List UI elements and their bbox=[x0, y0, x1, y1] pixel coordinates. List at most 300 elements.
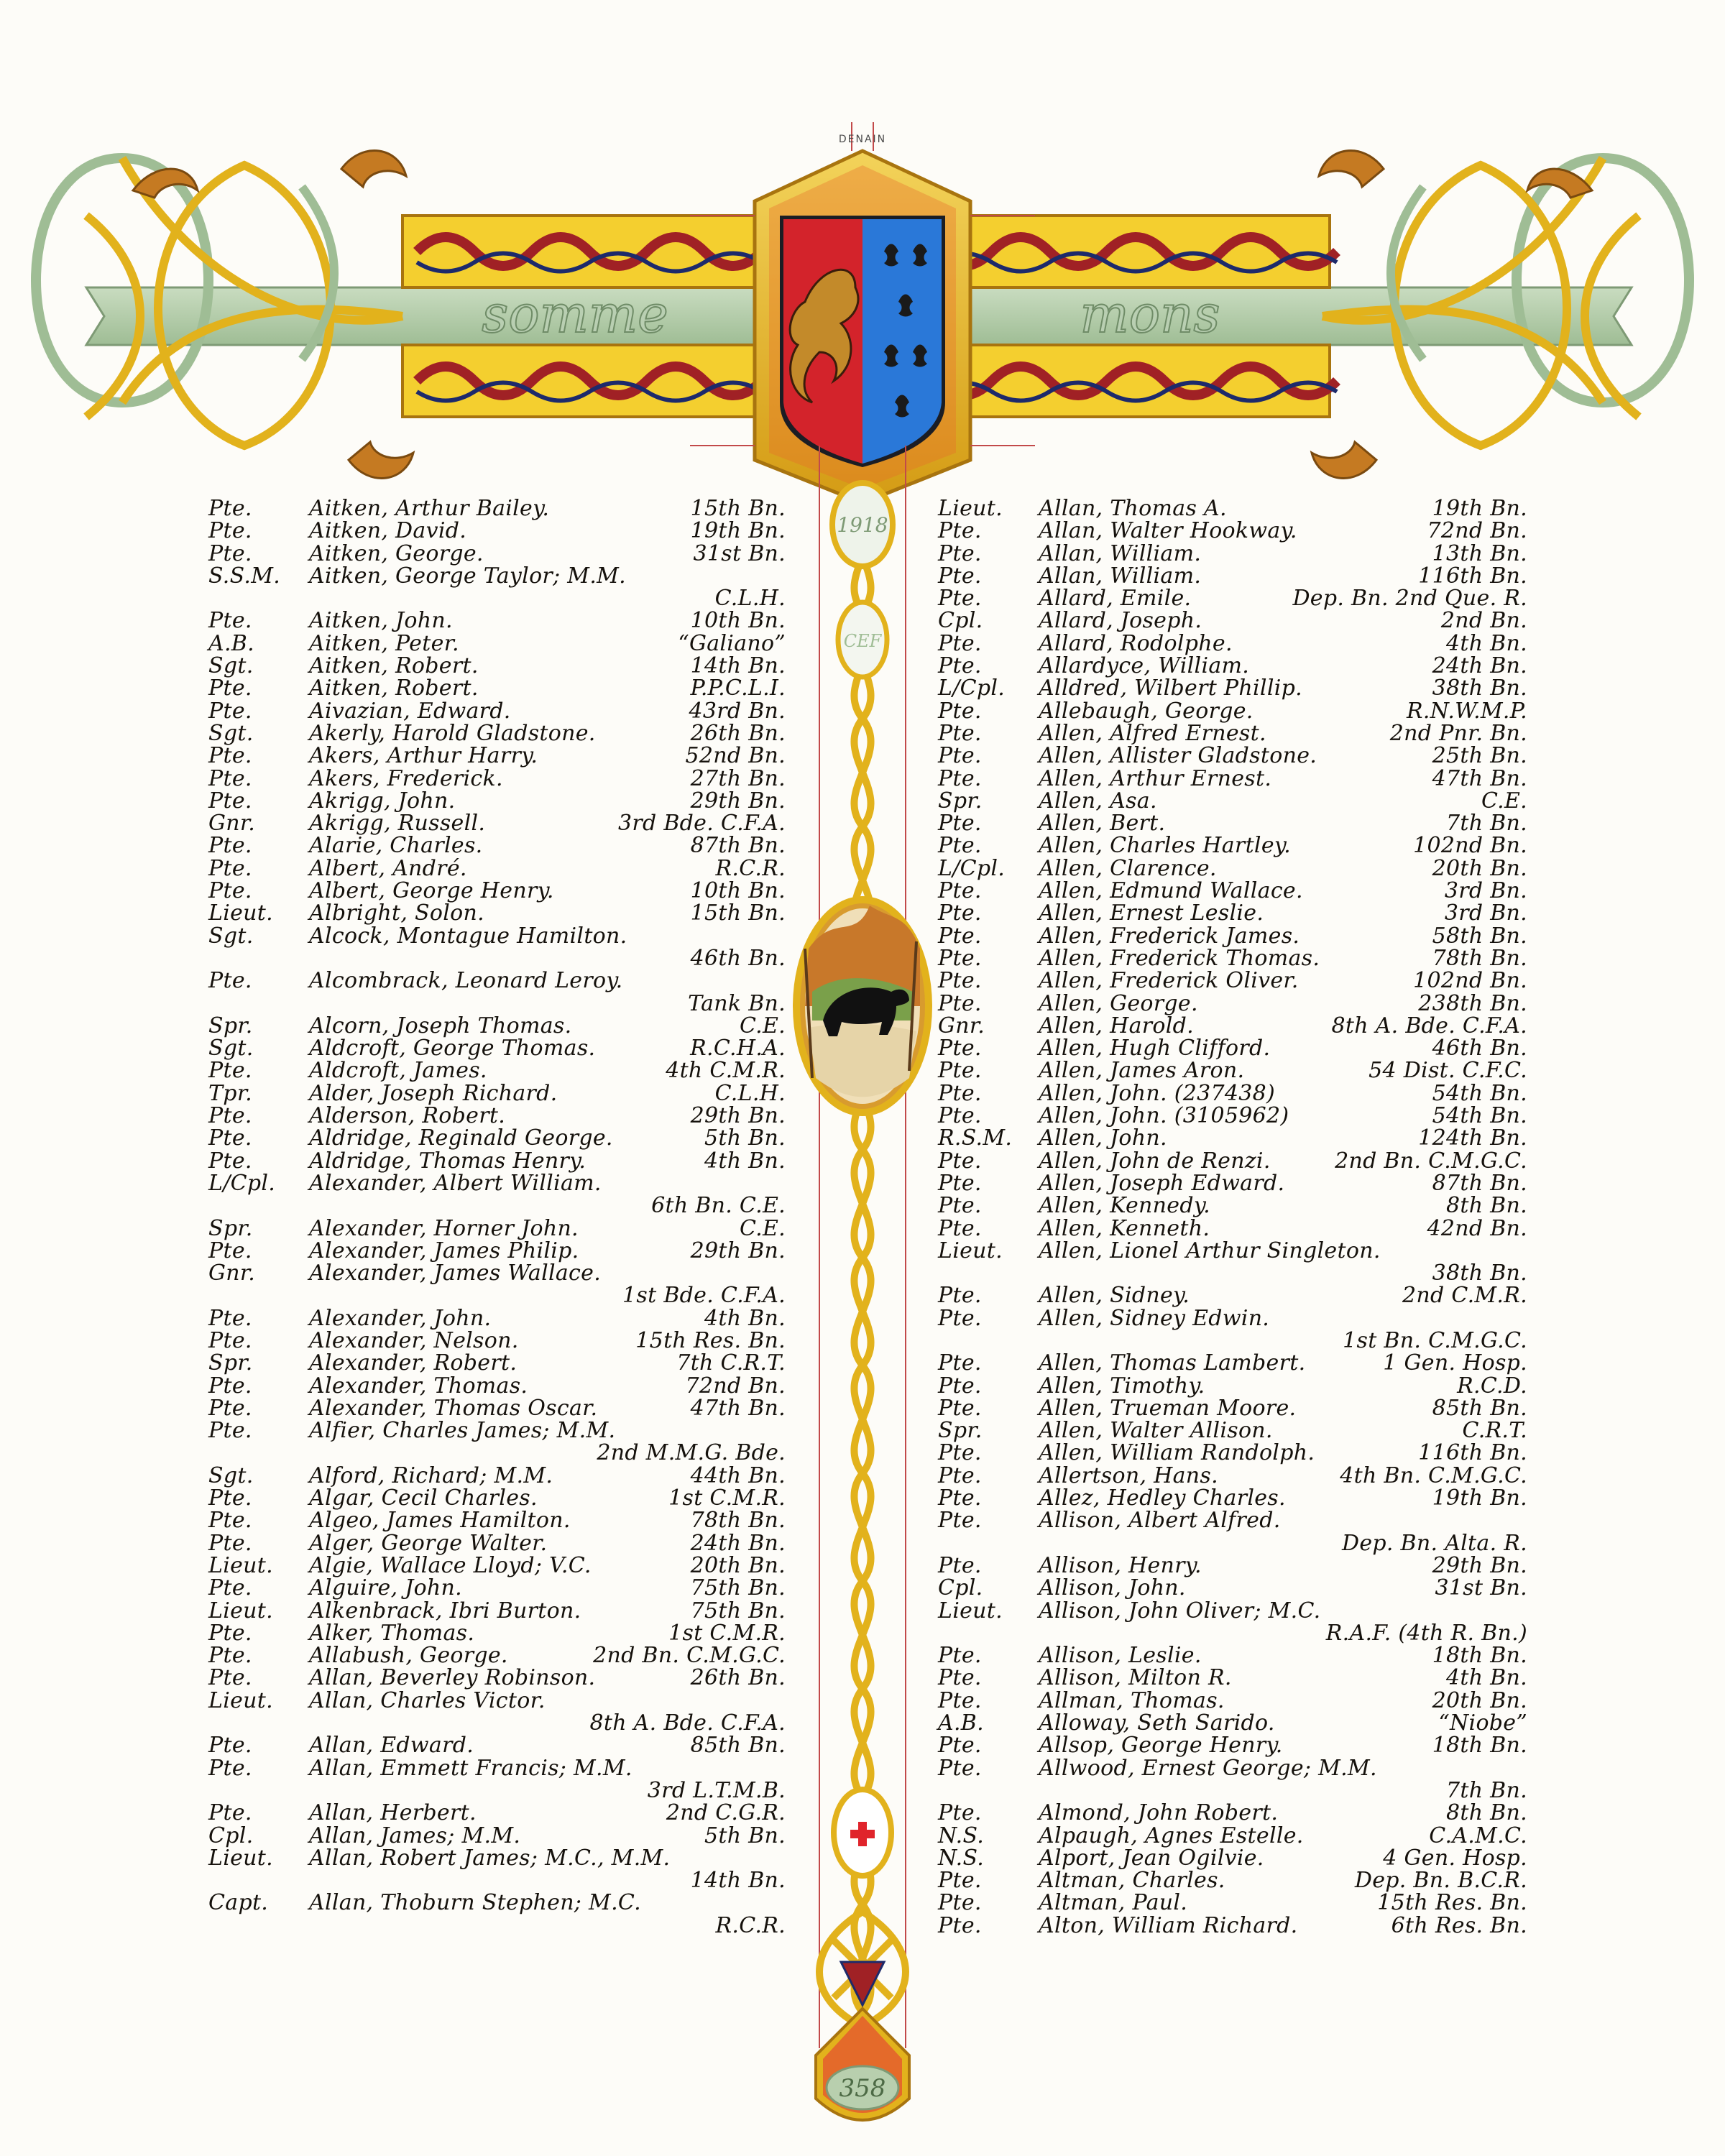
soldier-name: Allen, Arthur Ernest. bbox=[1039, 765, 1272, 791]
entry-line bbox=[208, 1823, 786, 1848]
entry-line bbox=[938, 677, 1527, 699]
roll-entry bbox=[938, 1667, 1527, 1689]
entry-line bbox=[208, 855, 786, 881]
roll-entry bbox=[208, 790, 934, 812]
roll-entry bbox=[938, 1240, 1527, 1285]
rank: Pte. bbox=[938, 1080, 982, 1106]
entry-line bbox=[208, 1395, 786, 1421]
left-name-column bbox=[208, 497, 934, 1937]
unit: 2nd C.M.R. bbox=[1402, 1283, 1527, 1309]
unit: 8th A. Bde. C.F.A. bbox=[1331, 1013, 1527, 1038]
rank: Lieut. bbox=[208, 1598, 273, 1623]
unit: 19th Bn. bbox=[1432, 496, 1527, 521]
rank: Pte. bbox=[208, 1418, 252, 1444]
roll-entry bbox=[938, 1912, 1527, 1938]
roll-entry bbox=[938, 1644, 1527, 1667]
rank: Pte. bbox=[938, 1462, 982, 1488]
entry-line bbox=[208, 1620, 786, 1646]
rank: Pte. bbox=[938, 900, 982, 926]
soldier-name: Alcorn, Joseph Thomas. bbox=[309, 1013, 572, 1038]
rank: Pte. bbox=[208, 676, 252, 701]
entry-line bbox=[938, 790, 1527, 812]
soldier-name: Allen, Alfred Ernest. bbox=[1039, 720, 1266, 746]
unit: 116th Bn. bbox=[1418, 1440, 1527, 1466]
rank: Pte. bbox=[938, 1643, 982, 1669]
roll-entry bbox=[208, 565, 934, 610]
soldier-name: Allen, Edmund Wallace. bbox=[1039, 878, 1303, 904]
soldier-name: Aldridge, Thomas Henry. bbox=[309, 1148, 586, 1174]
soldier-name: Allen, Timothy. bbox=[1039, 1373, 1205, 1399]
entry-line bbox=[938, 565, 1527, 587]
rank: Pte. bbox=[208, 540, 252, 566]
soldier-name: Allison, Henry. bbox=[1039, 1552, 1202, 1578]
rank: Lieut. bbox=[208, 1845, 273, 1871]
rank: Pte. bbox=[938, 923, 982, 949]
unit: 4th C.M.R. bbox=[666, 1058, 786, 1084]
soldier-name: Allen, Harold. bbox=[1039, 1013, 1194, 1038]
unit: 10th Bn. bbox=[690, 608, 786, 634]
roll-entry bbox=[208, 765, 934, 791]
unit: 43rd Bn. bbox=[689, 698, 786, 724]
unit: 3rd Bn. bbox=[1444, 900, 1527, 926]
rank: Pte. bbox=[208, 878, 252, 904]
unit-continued: 1st Bn. C.M.G.C. bbox=[1343, 1327, 1527, 1353]
entry-line bbox=[938, 1462, 1527, 1488]
entry-line bbox=[938, 1307, 1527, 1330]
entry-line bbox=[938, 1487, 1527, 1509]
rank: Cpl. bbox=[938, 608, 983, 634]
unit: 4th Bn. C.M.G.C. bbox=[1340, 1462, 1527, 1488]
roll-entry bbox=[208, 1802, 934, 1824]
roll-entry bbox=[938, 947, 1527, 969]
entry-line bbox=[208, 1036, 786, 1061]
roll-entry bbox=[938, 1284, 1527, 1307]
soldier-name: Alder, Joseph Richard. bbox=[309, 1080, 558, 1106]
rank: Pte. bbox=[208, 1148, 252, 1174]
soldier-name: Allsop, George Henry. bbox=[1039, 1733, 1283, 1759]
roll-entry bbox=[938, 1442, 1527, 1464]
roll-entry bbox=[208, 1419, 934, 1465]
unit: R.C.D. bbox=[1457, 1373, 1527, 1399]
entry-line bbox=[208, 1530, 786, 1556]
rank: Pte. bbox=[938, 540, 982, 566]
artist-signature: DENAIN bbox=[838, 134, 887, 145]
soldier-name: Aldcroft, James. bbox=[309, 1058, 487, 1084]
rank: Pte. bbox=[938, 1868, 982, 1894]
rank: Spr. bbox=[938, 1418, 983, 1444]
entry-line bbox=[938, 1375, 1527, 1397]
entry-line bbox=[208, 1238, 786, 1263]
soldier-name: Aitken, Robert. bbox=[309, 653, 479, 679]
roll-entry bbox=[938, 1082, 1527, 1105]
entry-line bbox=[938, 497, 1527, 520]
entry-line bbox=[208, 540, 786, 566]
unit: 20th Bn. bbox=[1432, 855, 1527, 881]
unit: R.C.H.A. bbox=[690, 1036, 786, 1061]
roll-entry bbox=[208, 1015, 934, 1037]
rank: Pte. bbox=[208, 1103, 252, 1129]
entry-line bbox=[208, 1643, 786, 1669]
entry-line bbox=[208, 925, 783, 947]
roll-entry bbox=[938, 1687, 1527, 1713]
unit: 54th Bn. bbox=[1432, 1103, 1527, 1129]
entry-line bbox=[208, 1892, 783, 1914]
rank: Pte. bbox=[208, 1485, 252, 1511]
rank: Pte. bbox=[938, 1305, 982, 1331]
roll-entry bbox=[938, 1487, 1527, 1509]
rank: Pte. bbox=[208, 1800, 252, 1826]
entry-line bbox=[208, 900, 786, 926]
soldier-name: Allen, Lionel Arthur Singleton. bbox=[1039, 1238, 1381, 1263]
entry-line bbox=[938, 1217, 1527, 1240]
roll-entry bbox=[938, 1757, 1527, 1802]
unit-continued: R.A.F. (4th R. Bn.) bbox=[1325, 1620, 1527, 1646]
soldier-name: Akers, Arthur Harry. bbox=[309, 743, 538, 769]
unit: 19th Bn. bbox=[1432, 1485, 1527, 1511]
unit: 24th Bn. bbox=[690, 1530, 786, 1556]
roll-entry bbox=[938, 1307, 1527, 1353]
soldier-name: Alexander, Nelson. bbox=[309, 1327, 519, 1353]
rank: Pte. bbox=[938, 1912, 982, 1938]
unit: 47th Bn. bbox=[690, 1395, 786, 1421]
roll-entry bbox=[208, 857, 934, 880]
roll-entry bbox=[938, 745, 1527, 767]
unit-continued: 6th Bn. C.E. bbox=[651, 1193, 786, 1219]
soldier-name: Allard, Joseph. bbox=[1039, 608, 1202, 634]
entry-line bbox=[208, 630, 786, 656]
roll-entry bbox=[208, 902, 934, 924]
unit: 8th Bn. bbox=[1445, 1800, 1527, 1826]
entry-line bbox=[208, 1847, 783, 1869]
entry-continuation-line bbox=[208, 1193, 786, 1219]
rank: Pte. bbox=[208, 1373, 252, 1399]
soldier-name: Allen, George. bbox=[1039, 990, 1198, 1016]
roll-entry bbox=[938, 925, 1527, 947]
roll-entry bbox=[208, 811, 934, 837]
rank: Pte. bbox=[938, 1170, 982, 1196]
roll-entry bbox=[208, 1375, 934, 1397]
entry-line bbox=[938, 609, 1527, 632]
unit: 38th Bn. bbox=[1432, 676, 1527, 701]
rank: Pte. bbox=[938, 1215, 982, 1241]
roll-entry bbox=[938, 1712, 1527, 1734]
entry-line bbox=[938, 1802, 1527, 1824]
unit: 15th Bn. bbox=[690, 900, 786, 926]
entry-continuation-line bbox=[938, 1779, 1527, 1802]
rank: L/Cpl. bbox=[208, 1170, 276, 1196]
unit: 2nd Bn. C.M.G.C. bbox=[593, 1643, 786, 1669]
unit-continued: 2nd M.M.G. Bde. bbox=[597, 1440, 786, 1466]
roll-entry bbox=[938, 902, 1527, 924]
roll-entry bbox=[938, 1150, 1527, 1172]
entry-line bbox=[938, 1194, 1527, 1217]
entry-line bbox=[938, 1352, 1527, 1374]
soldier-name: Allan, William. bbox=[1039, 540, 1202, 566]
soldier-name: Alloway, Seth Sarido. bbox=[1039, 1710, 1275, 1736]
roll-entry bbox=[208, 834, 934, 857]
rank: A.B. bbox=[208, 630, 254, 656]
entry-line bbox=[208, 1305, 786, 1331]
rank: Tpr. bbox=[208, 1080, 252, 1106]
entry-line bbox=[208, 1172, 783, 1194]
roll-entry bbox=[938, 1194, 1527, 1217]
entry-line bbox=[208, 1552, 786, 1578]
entry-line bbox=[208, 496, 786, 521]
soldier-name: Allan, Thoburn Stephen; M.C. bbox=[309, 1890, 641, 1916]
entry-continuation-line bbox=[938, 1532, 1527, 1554]
rank: Sgt. bbox=[208, 720, 254, 746]
soldier-name: Allan, Walter Hookway. bbox=[1039, 518, 1297, 544]
entry-line bbox=[208, 565, 783, 587]
rank: Pte. bbox=[938, 1395, 982, 1421]
entry-continuation-line bbox=[208, 990, 786, 1016]
soldier-name: Allen, Allister Gladstone. bbox=[1039, 743, 1317, 769]
rank: R.S.M. bbox=[938, 1125, 1013, 1151]
soldier-name: Aitken, George. bbox=[309, 540, 484, 566]
roll-entry bbox=[208, 497, 934, 520]
entry-line bbox=[938, 1600, 1527, 1622]
soldier-name: Algie, Wallace Lloyd; V.C. bbox=[309, 1552, 592, 1578]
unit: 7th C.R.T. bbox=[676, 1350, 786, 1376]
roll-entry bbox=[938, 992, 1527, 1015]
rank: Pte. bbox=[938, 1036, 982, 1061]
roll-entry bbox=[208, 1105, 934, 1127]
roll-entry bbox=[208, 1262, 934, 1307]
soldier-name: Allez, Hedley Charles. bbox=[1039, 1485, 1286, 1511]
roll-entry bbox=[938, 540, 1527, 566]
unit: 15th Bn. bbox=[690, 496, 786, 521]
roll-entry bbox=[938, 722, 1527, 745]
soldier-name: Alexander, Albert William. bbox=[309, 1170, 602, 1196]
entry-line bbox=[938, 1869, 1527, 1892]
entry-line bbox=[938, 1892, 1527, 1914]
roll-entry bbox=[938, 1577, 1527, 1599]
entry-line bbox=[208, 1103, 786, 1129]
entry-line bbox=[208, 1419, 783, 1442]
entry-line bbox=[208, 969, 783, 992]
soldier-name: Allen, Hugh Clifford. bbox=[1039, 1036, 1271, 1061]
rank: Pte. bbox=[208, 1058, 252, 1084]
rank: Sgt. bbox=[208, 653, 254, 679]
entry-line bbox=[208, 1665, 786, 1691]
roll-entry bbox=[938, 677, 1527, 699]
unit: 24th Bn. bbox=[1432, 653, 1527, 679]
rank: Pte. bbox=[938, 1755, 982, 1781]
rank: Pte. bbox=[208, 1530, 252, 1556]
entry-line bbox=[208, 1373, 786, 1399]
entry-line bbox=[938, 1127, 1527, 1149]
roll-entry bbox=[938, 1217, 1527, 1240]
entry-line bbox=[938, 1059, 1527, 1082]
soldier-name: Alfier, Charles James; M.M. bbox=[309, 1418, 616, 1444]
rank: Spr. bbox=[208, 1215, 253, 1241]
roll-entry bbox=[208, 655, 934, 677]
entry-line bbox=[938, 1577, 1527, 1599]
entry-line bbox=[938, 1825, 1527, 1847]
soldier-name: Allan, William. bbox=[1039, 563, 1202, 589]
unit-continued: 14th Bn. bbox=[690, 1868, 786, 1894]
entry-continuation-line bbox=[208, 1710, 786, 1736]
unit: 85th Bn. bbox=[1432, 1395, 1527, 1421]
roll-entry bbox=[938, 1869, 1527, 1892]
roll-entry bbox=[208, 1622, 934, 1644]
rank: Pte. bbox=[938, 1103, 982, 1129]
unit: 19th Bn. bbox=[690, 518, 786, 544]
rank: N.S. bbox=[938, 1823, 985, 1848]
entry-continuation-line bbox=[208, 1777, 786, 1803]
unit-continued: C.L.H. bbox=[714, 586, 786, 612]
unit: R.C.R. bbox=[715, 855, 786, 881]
rank: Sgt. bbox=[208, 923, 254, 949]
entry-line bbox=[208, 743, 786, 769]
rank: Pte. bbox=[938, 1350, 982, 1376]
rank: Sgt. bbox=[208, 1462, 254, 1488]
unit: 8th Bn. bbox=[1445, 1193, 1527, 1219]
unit: 20th Bn. bbox=[690, 1552, 786, 1578]
roll-entry bbox=[938, 1462, 1527, 1488]
unit: 18th Bn. bbox=[1432, 1643, 1527, 1669]
roll-entry bbox=[208, 1082, 934, 1105]
entry-line bbox=[208, 765, 786, 791]
soldier-name: Altman, Paul. bbox=[1039, 1890, 1188, 1916]
entry-line bbox=[208, 1757, 783, 1779]
entry-line bbox=[938, 1644, 1527, 1667]
rank: Pte. bbox=[208, 698, 252, 724]
entry-line bbox=[938, 1082, 1527, 1105]
soldier-name: Alpaugh, Agnes Estelle. bbox=[1039, 1823, 1304, 1848]
entry-line bbox=[208, 788, 786, 814]
rank: Pte. bbox=[208, 968, 252, 994]
entry-line bbox=[938, 520, 1527, 542]
entry-continuation-line bbox=[208, 1912, 786, 1938]
unit: 102nd Bn. bbox=[1413, 833, 1527, 859]
roll-entry bbox=[938, 834, 1527, 857]
rank: Gnr. bbox=[208, 811, 256, 837]
rank: Sgt. bbox=[208, 1036, 254, 1061]
soldier-name: Allan, Robert James; M.C., M.M. bbox=[309, 1845, 671, 1871]
roll-entry bbox=[208, 1150, 934, 1172]
unit-continued: 8th A. Bde. C.F.A. bbox=[589, 1710, 786, 1736]
roll-entry bbox=[938, 586, 1527, 612]
unit: 4th Bn. bbox=[1445, 1665, 1527, 1691]
entry-line bbox=[208, 1058, 786, 1084]
soldier-name: Allertson, Hans. bbox=[1039, 1462, 1218, 1488]
soldier-name: Allard, Rodolphe. bbox=[1039, 630, 1233, 656]
unit: 15th Res. Bn. bbox=[1377, 1890, 1527, 1916]
soldier-name: Allison, John. bbox=[1039, 1575, 1186, 1601]
entry-line bbox=[208, 1125, 786, 1151]
roll-entry bbox=[938, 1600, 1527, 1645]
mons-scroll-text: mons bbox=[1080, 284, 1220, 344]
entry-line bbox=[938, 1757, 1527, 1779]
soldier-name: Almond, John Robert. bbox=[1039, 1800, 1279, 1826]
rank: Pte. bbox=[938, 1058, 982, 1084]
rank: Pte. bbox=[938, 720, 982, 746]
roll-entry bbox=[938, 790, 1527, 812]
rank: Pte. bbox=[208, 1305, 252, 1331]
rank: Pte. bbox=[208, 1238, 252, 1263]
soldier-name: Allen, John de Renzi. bbox=[1039, 1148, 1271, 1174]
roll-entry bbox=[938, 1419, 1527, 1442]
soldier-name: Allison, Albert Alfred. bbox=[1039, 1508, 1281, 1534]
roll-entry bbox=[208, 1037, 934, 1059]
roll-entry bbox=[938, 1127, 1527, 1149]
entry-line bbox=[938, 1419, 1527, 1442]
entry-line bbox=[938, 1442, 1527, 1464]
rank: Pte. bbox=[208, 1508, 252, 1534]
rank: Pte. bbox=[938, 1733, 982, 1759]
unit: 54 Dist. C.F.C. bbox=[1368, 1058, 1527, 1084]
soldier-name: Aitken, Arthur Bailey. bbox=[309, 496, 550, 521]
roll-entry bbox=[208, 1600, 934, 1622]
soldier-name: Alldred, Wilbert Phillip. bbox=[1039, 676, 1302, 701]
unit: 78th Bn. bbox=[1432, 945, 1527, 971]
soldier-name: Allan, James; M.M. bbox=[309, 1823, 521, 1848]
rank: Pte. bbox=[208, 1327, 252, 1353]
unit: 238th Bn. bbox=[1418, 990, 1527, 1016]
rank: Pte. bbox=[208, 496, 252, 521]
entry-line bbox=[938, 969, 1527, 992]
unit: 72nd Bn. bbox=[685, 1373, 786, 1399]
entry-continuation-line bbox=[208, 1440, 786, 1466]
soldier-name: Alexander, Thomas. bbox=[309, 1373, 528, 1399]
soldier-name: Albert, George Henry. bbox=[309, 878, 554, 904]
rank: Pte. bbox=[208, 1575, 252, 1601]
soldier-name: Aivazian, Edward. bbox=[309, 698, 511, 724]
unit: 44th Bn. bbox=[690, 1462, 786, 1488]
soldier-name: Allen, Frederick Thomas. bbox=[1039, 945, 1320, 971]
roll-entry bbox=[208, 1397, 934, 1419]
unit: 75th Bn. bbox=[690, 1598, 786, 1623]
rank: Pte. bbox=[938, 1283, 982, 1309]
unit: 29th Bn. bbox=[690, 1103, 786, 1129]
entry-line bbox=[208, 1215, 786, 1241]
rank: A.B. bbox=[938, 1710, 984, 1736]
soldier-name: Allen, John. (3105962) bbox=[1039, 1103, 1289, 1129]
entry-line bbox=[938, 1240, 1527, 1262]
entry-continuation-line bbox=[208, 1868, 786, 1894]
rank: Pte. bbox=[938, 1485, 982, 1511]
unit: C.E. bbox=[1481, 788, 1527, 814]
entry-line bbox=[208, 1327, 786, 1353]
roll-entry bbox=[938, 765, 1527, 791]
rank: Pte. bbox=[938, 698, 982, 724]
soldier-name: Allan, Herbert. bbox=[309, 1800, 477, 1826]
unit: 25th Bn. bbox=[1432, 743, 1527, 769]
soldier-name: Alcock, Montague Hamilton. bbox=[309, 923, 627, 949]
soldier-name: Allen, Kennedy. bbox=[1039, 1193, 1210, 1219]
unit-continued: R.C.R. bbox=[715, 1912, 786, 1938]
soldier-name: Allen, John. bbox=[1039, 1125, 1167, 1151]
roll-entry bbox=[938, 1105, 1527, 1127]
rank: Pte. bbox=[208, 518, 252, 544]
roll-entry bbox=[938, 609, 1527, 632]
soldier-name: Allen, Charles Hartley. bbox=[1039, 833, 1291, 859]
entry-line bbox=[208, 878, 786, 904]
entry-line bbox=[208, 1148, 786, 1174]
entry-line bbox=[938, 1105, 1527, 1127]
roll-entry bbox=[208, 520, 934, 542]
unit: P.P.C.L.I. bbox=[690, 676, 786, 701]
unit: Dep. Bn. B.C.R. bbox=[1354, 1868, 1527, 1894]
entry-line bbox=[938, 1284, 1527, 1307]
rank: Pte. bbox=[208, 1733, 252, 1759]
roll-entry bbox=[208, 1307, 934, 1330]
rank: Pte. bbox=[938, 653, 982, 679]
unit-continued: 38th Bn. bbox=[1432, 1261, 1527, 1286]
unit-continued: Tank Bn. bbox=[688, 990, 786, 1016]
roll-entry bbox=[938, 1892, 1527, 1914]
